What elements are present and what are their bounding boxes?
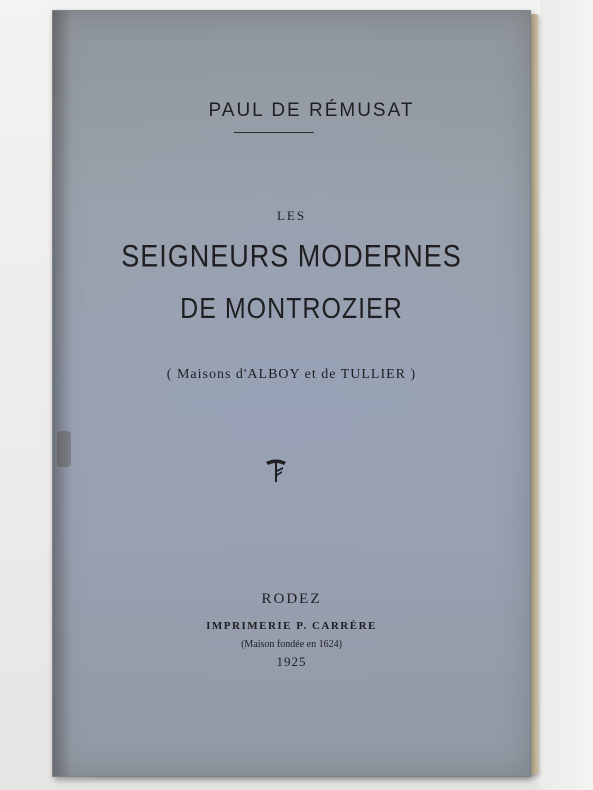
printer-name: IMPRIMERIE P. CARRÈRE <box>206 620 377 632</box>
publication-place: RODEZ <box>261 591 322 607</box>
title-line-1: SEIGNEURS MODERNES <box>121 238 462 274</box>
subtitle: ( Maisons d'ALBOY et de TULLIER ) <box>166 367 417 382</box>
publication-year: 1925 <box>276 654 307 669</box>
title-line-2: DE MONTROZIER <box>180 292 403 326</box>
book-cover <box>52 10 531 777</box>
author-rule <box>234 132 314 133</box>
author-name: PAUL DE RÉMUSAT <box>208 100 415 121</box>
cover-stain <box>57 431 71 467</box>
printer-founded: (Maison fondée en 1624) <box>241 639 342 650</box>
printer-mark-icon <box>264 458 288 484</box>
title-article: LES <box>276 208 307 223</box>
